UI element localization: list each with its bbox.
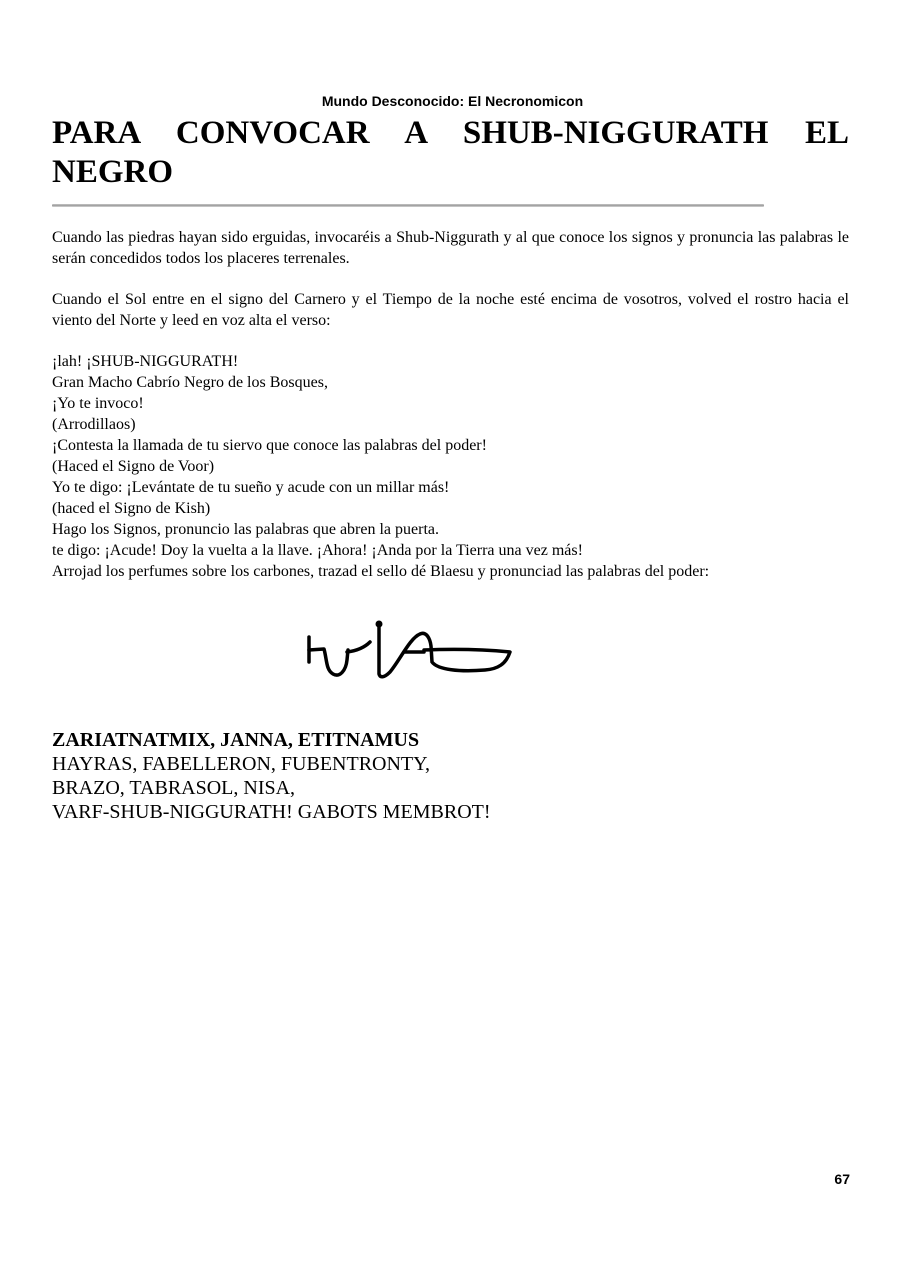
invocation-line: Yo te digo: ¡Levántate de tu sueño y acude con un millar más!: [52, 479, 450, 496]
page-number: 67: [834, 1171, 850, 1187]
invocation-line: ¡Yo te invoco!: [52, 395, 144, 412]
invocation-line: (Haced el Signo de Voor): [52, 458, 215, 475]
page-title: [52, 114, 849, 192]
invocation-line: Hago los Signos, pronuncio las palabras que abren la puerta.: [52, 521, 440, 538]
paragraph-1: Cuando las piedras hayan sido erguidas, invocaréis a Shub-Niggurath y al que conoce los signos y pronuncia las palabras le serán concedidos todos los placeres terrenales.: [52, 229, 849, 267]
invocation-line: (haced el Signo de Kish): [52, 500, 211, 517]
title-divider: [52, 204, 764, 207]
invocation-line: ¡Contesta la llamada de tu siervo que conoce las palabras del poder!: [52, 437, 487, 454]
words-of-power-line: HAYRAS, FABELLERON, FUBENTRONTY,: [52, 753, 431, 775]
invocation-verse: [52, 351, 849, 582]
invocation-line: ¡lah! ¡SHUB-NIGGURATH!: [52, 353, 239, 370]
page-title-line-1: PARA CONVOCAR A SHUB-NIGGURATH EL: [52, 115, 849, 151]
invocation-line: te digo: ¡Acude! Doy la vuelta a la llave. ¡Ahora! ¡Anda por la Tierra una vez más!: [52, 542, 583, 559]
invocation-line: Gran Macho Cabrío Negro de los Bosques,: [52, 374, 328, 391]
running-header: Mundo Desconocido: El Necronomicon: [321, 93, 584, 109]
words-of-power: [52, 728, 849, 824]
seal-of-blaesu-image: [300, 612, 520, 687]
words-of-power-line: VARF-SHUB-NIGGURATH! GABOTS MEMBROT!: [52, 801, 491, 823]
invocation-line: (Arrodillaos): [52, 416, 136, 433]
paragraph-2: Cuando el Sol entre en el signo del Carnero y el Tiempo de la noche esté encima de vosotros, volved el rostro hacia el viento del Norte y leed en voz alta el verso:: [52, 291, 849, 329]
seal-dot: [376, 621, 383, 628]
page-title-line-2: NEGRO: [52, 154, 174, 190]
words-of-power-bold-line: ZARIATNATMIX, JANNA, ETITNAMUS: [52, 729, 420, 751]
words-of-power-line: BRAZO, TABRASOL, NISA,: [52, 777, 296, 799]
invocation-line: Arrojad los perfumes sobre los carbones, trazad el sello dé Blaesu y pronunciad las palabras del poder:: [52, 563, 710, 580]
